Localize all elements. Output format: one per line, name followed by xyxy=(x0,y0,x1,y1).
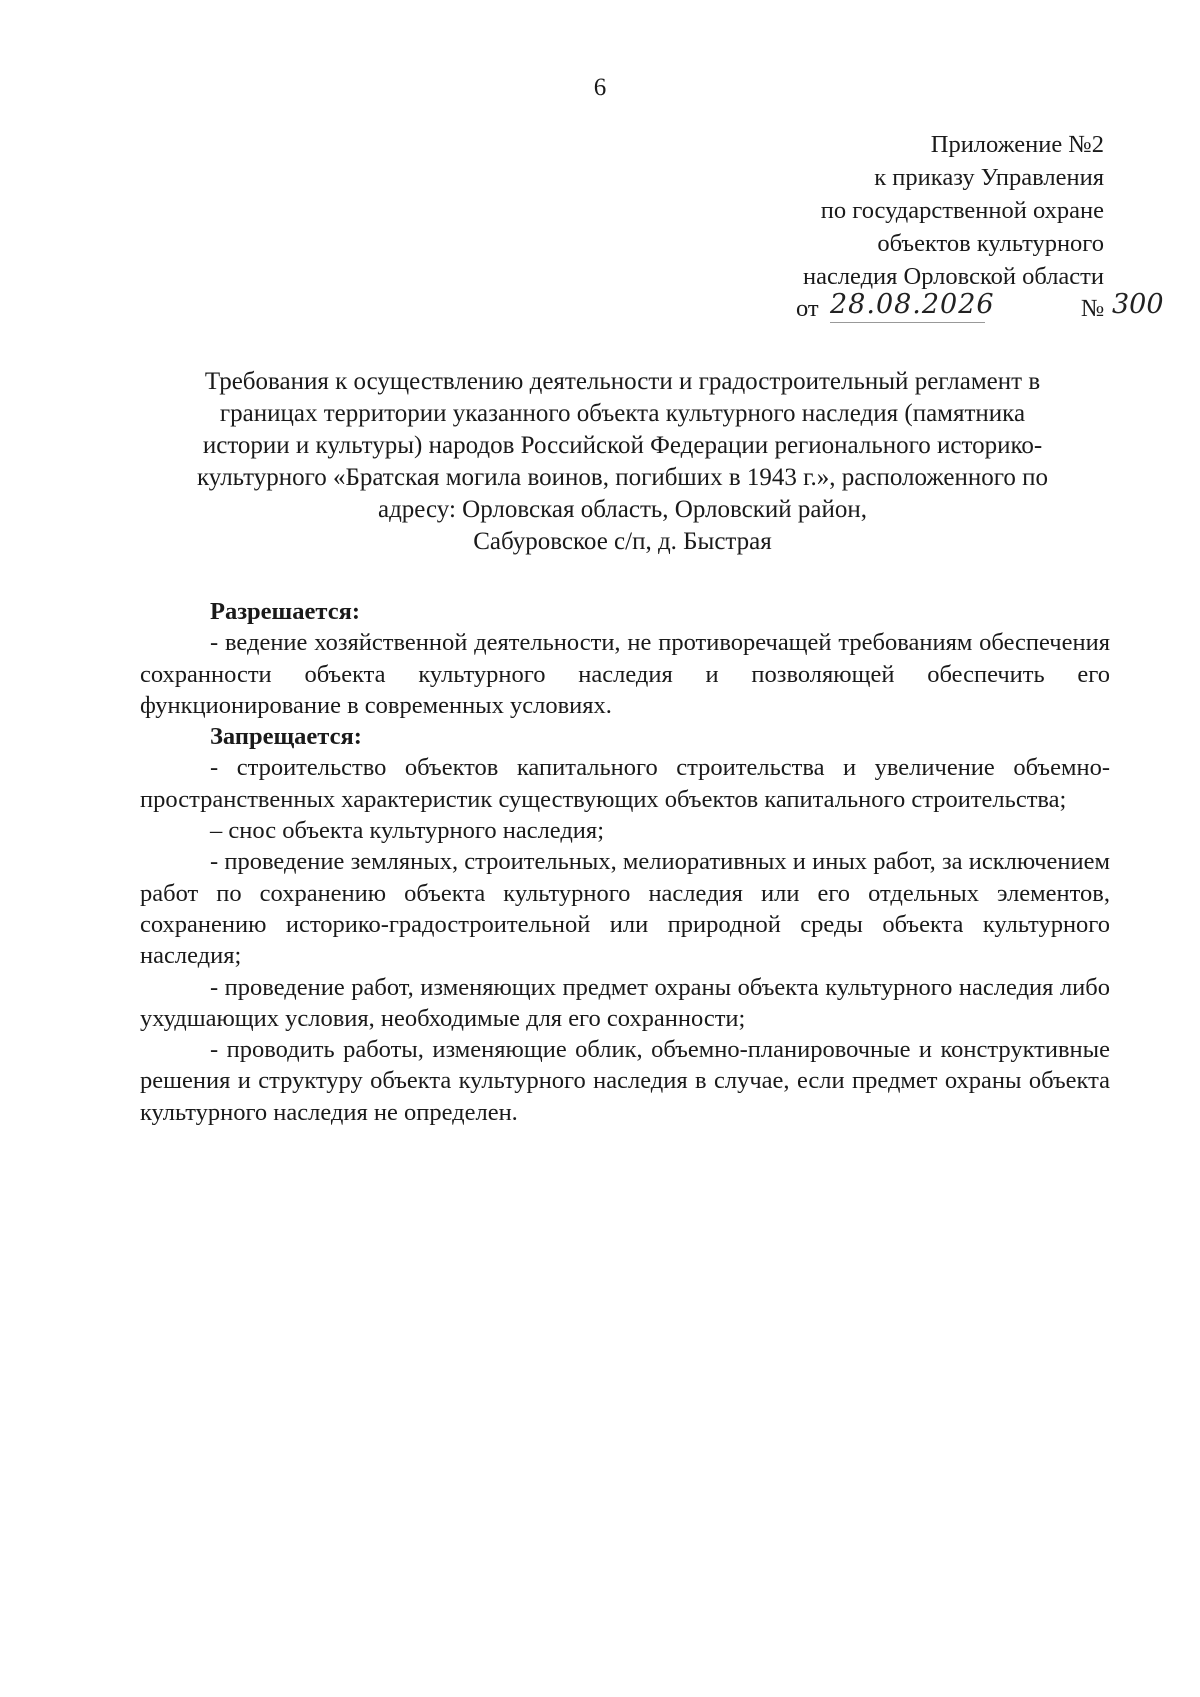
allowed-heading: Разрешается: xyxy=(210,598,360,625)
number-prefix: № xyxy=(1081,295,1105,322)
forbidden-item: - проводить работы, изменяющие облик, объемно-планировочные и конструктивные решения и структуру объекта культурного наследия в случае, если предмет охраны объекта культурного наследия не определен. xyxy=(140,1036,1110,1126)
appendix-line: наследия Орловской области xyxy=(802,263,1104,290)
date-underline xyxy=(830,322,985,323)
forbidden-item: - проведение земляных, строительных, мелиоративных и иных работ, за исключением работ по сохранению объекта культурного наследия или его отдельных элементов, сохранению историко-градостроительной или природной среды объекта культурного наследия; xyxy=(140,848,1110,970)
title-line: истории и культуры) народов Российской Федерации регионального историко- xyxy=(202,432,1043,459)
title-line: адресу: Орловская область, Орловский район, xyxy=(377,496,868,523)
allowed-item: - ведение хозяйственной деятельности, не противоречащей требованиям обеспечения сохранности объекта культурного наследия и позволяющей обеспечить его функционирование в современных условиях. xyxy=(140,629,1110,719)
forbidden-item: – снос объекта культурного наследия; xyxy=(210,817,604,845)
date-prefix: от xyxy=(796,295,819,322)
title-line: культурного «Братская могила воинов, погибших в 1943 г.», расположенного по xyxy=(197,464,1048,491)
title-line: границах территории указанного объекта культурного наследия (памятника xyxy=(219,400,1026,427)
forbidden-heading: Запрещается: xyxy=(210,723,362,751)
appendix-line: Приложение №2 xyxy=(930,131,1104,158)
page-number: 6 xyxy=(593,74,607,101)
title-line: Сабуровское с/п, д. Быстрая xyxy=(473,528,772,555)
title-line: Требования к осуществлению деятельности и градостроительный регламент в xyxy=(204,368,1041,395)
appendix-header xyxy=(544,128,1104,293)
forbidden-item: - строительство объектов капитального строительства и увеличение объемно-пространственных характеристик существующих объектов капитального строительства; xyxy=(140,754,1110,813)
handwritten-date: 28.08.2026 xyxy=(830,289,995,320)
appendix-line: объектов культурного xyxy=(877,230,1104,257)
document-body xyxy=(140,596,1110,1128)
document-title xyxy=(135,366,1110,558)
appendix-line: по государственной охране xyxy=(820,197,1104,224)
order-date-number-row xyxy=(796,291,1168,331)
forbidden-item: - проведение работ, изменяющих предмет охраны объекта культурного наследия либо ухудшающих условия, необходимые для его сохранности; xyxy=(140,973,1110,1032)
appendix-line: к приказу Управления xyxy=(874,164,1104,191)
handwritten-order-number: 300 xyxy=(1112,289,1164,320)
